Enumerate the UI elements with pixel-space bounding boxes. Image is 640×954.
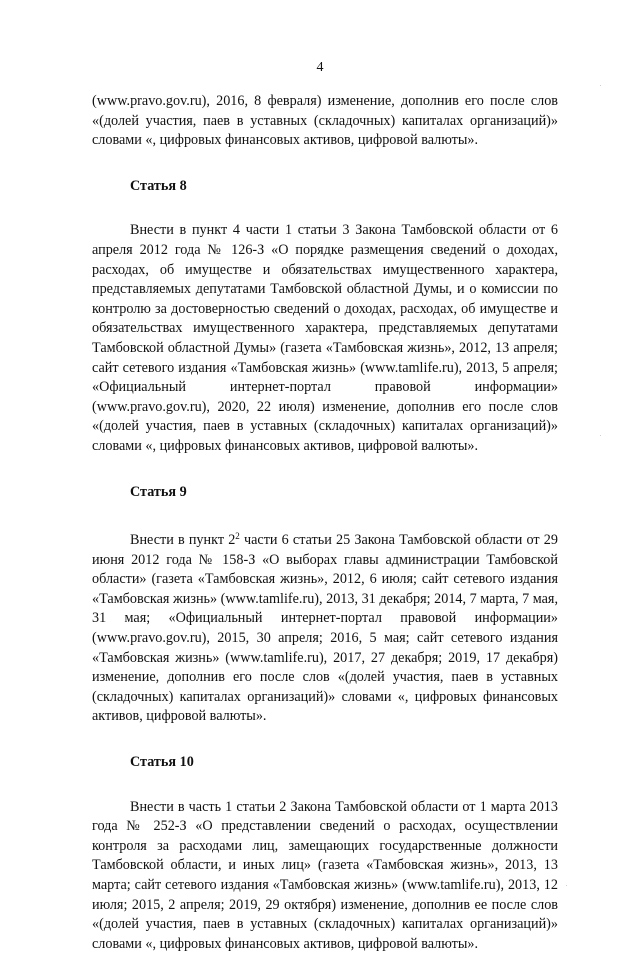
article-9-text-start: Внести в пункт 2 [130, 532, 236, 549]
scan-speck [600, 85, 601, 86]
page-number: 4 [316, 60, 324, 75]
scan-speck [566, 885, 567, 886]
article-9-heading: Статья 9 [130, 483, 187, 500]
article-8-text: Внести в пункт 4 части 1 статьи 3 Закона Тамбовской области от 6 апреля 2012 года № 126-З «О порядке размещения сведений о доходах, расходах, об имуществе и обязательствах имущественного характера, представляемых депутатами Тамбовской областной Думы, и о комиссии по контролю за достоверностью сведений о доходах, расходах, об имуществе и обязательствах имущественного характера, представляемых депутатами Тамбовской областной Думы» (газета «Тамбовская жизнь», 2012, 13 апреля; сайт сетевого издания «Тамбовская жизнь» (www.tamlife.ru), 2013, 5 апреля; «Официальный интернет-портал правовой информации» (www.pravo.gov.ru), 2020, 22 июля) изменение, дополнив его после слов «(долей участия, паев в уставных (складочных) капиталах организаций)» словами «, цифровых финансовых активов, цифровой валюты». [92, 222, 558, 454]
article-8-heading: Статья 8 [130, 177, 187, 194]
article-10-heading: Статья 10 [130, 754, 194, 771]
intro-paragraph: (www.pravo.gov.ru), 2016, 8 февраля) изменение, дополнив его после слов «(долей участия, паев в уставных (складочных) капиталах организаций)» словами «, цифровых финансовых активов, цифровой валюты». [92, 93, 558, 149]
article-9-text [92, 527, 558, 727]
article-9-superscript: 2 [235, 531, 240, 542]
article-10-text: Внести в часть 1 статьи 2 Закона Тамбовской области от 1 марта 2013 года № 252-З «О представлении сведений о расходах, осуществлении контроля за расходами лиц, замещающих государственные должности Тамбовской области, и иных лиц» (газета «Тамбовская жизнь», 2013, 13 марта; сайт сетевого издания «Тамбовская жизнь» (www.tamlife.ru), 2013, 12 июля; 2015, 2 апреля; 2019, 29 октября) изменение, дополнив ее после слов «(долей участия, паев в уставных (складочных) капиталах организаций)» словами «, цифровых финансовых активов, цифровой валюты». [92, 798, 558, 952]
scan-speck [600, 435, 601, 436]
article-9-text-end: части 6 статьи 25 Закона Тамбовской области от 29 июня 2012 года № 158-З «О выборах главы администрации Тамбовской области» (газета «Тамбовская жизнь», 2012, 6 июля; сайт сетевого издания «Тамбовская жизнь» (www.tamlife.ru), 2013, 31 декабря; 2014, 7 марта, 7 мая, 31 мая; «Официальный интернет-портал правовой информации» (www.pravo.gov.ru), 2015, 30 апреля; 2016, 5 мая; сайт сетевого издания «Тамбовская жизнь» (www.tamlife.ru), 2017, 27 декабря; 2019, 17 декабря) изменение, дополнив его после слов «(долей участия, паев в уставных (складочных) капиталах организаций)» словами «, цифровых финансовых активов, цифровой валюты». [92, 532, 558, 725]
document-body [92, 92, 558, 954]
